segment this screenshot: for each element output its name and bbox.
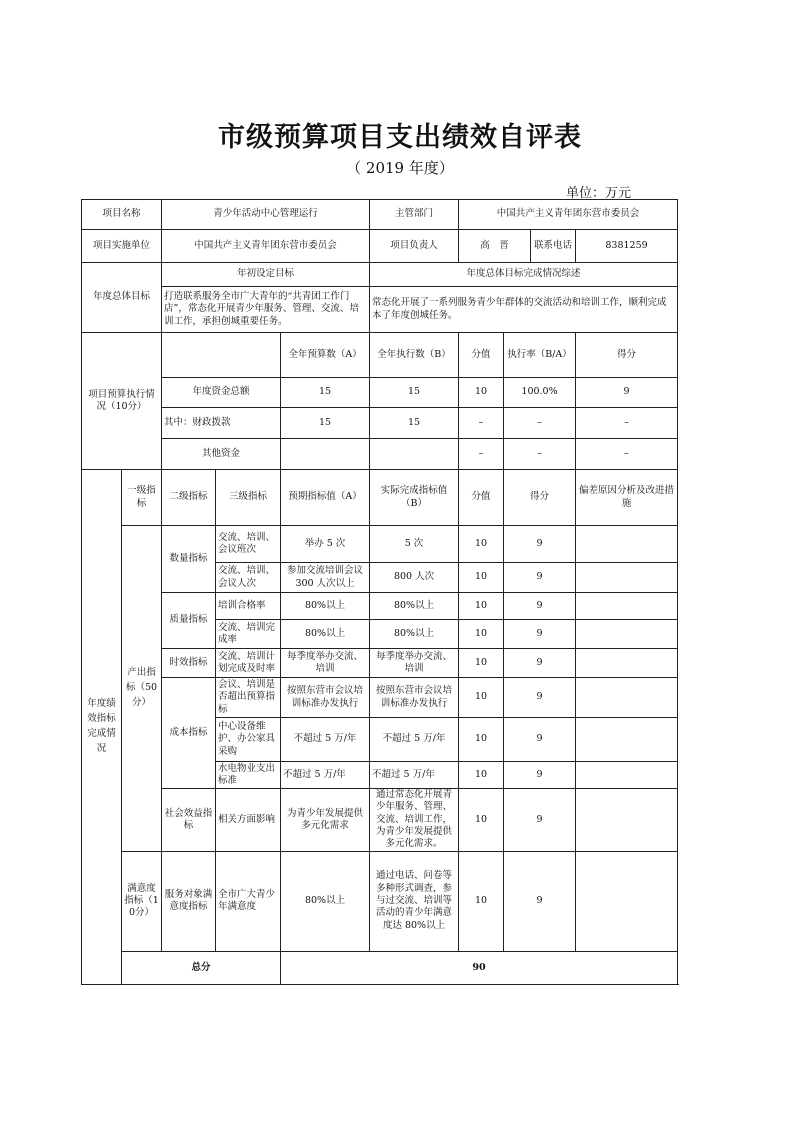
indicator-score-value: 10 [459,620,504,649]
indicator-lvl3: 交流、培训计划完成及时率 [216,649,281,678]
budget-col-a: 全年预算数（A） [281,333,370,378]
indicator-expected: 举办 5 次 [281,526,370,563]
perf-col-expected: 预期指标值（A） [281,470,370,526]
project-name-value: 青少年活动中心管理运行 [162,200,370,230]
indicator-lvl3: 全市广大青少年满意度 [216,851,281,951]
indicator-score: 9 [504,593,576,620]
performance-header-row [82,470,678,526]
indicator-score-value: 10 [459,563,504,593]
indicator-note [576,851,678,951]
indicator-note [576,718,678,762]
indicator-actual: 不超过 5 万/年 [370,762,459,789]
indicator-expected: 80%以上 [281,620,370,649]
indicator-note [576,563,678,593]
indicator-lvl3: 交流、培训、会议人次 [216,563,281,593]
indicator-score: 9 [504,620,576,649]
indicator-row [82,678,678,718]
indicator-row [82,649,678,678]
budget-section-label: 项目预算执行情况（10分） [82,333,162,470]
indicator-lvl3: 交流、培训、会议班次 [216,526,281,563]
perf-col-lvl3: 三级指标 [216,470,281,526]
indicator-actual: 80%以上 [370,620,459,649]
perf-col-lvl2: 二级指标 [162,470,216,526]
goals-initial-header: 年初设定目标 [162,263,370,287]
service-satisfaction-label: 服务对象满意度指标 [162,851,216,951]
phone-label: 联系电话 [531,230,576,263]
budget-score: 9 [576,378,678,408]
indicator-expected: 不超过 5 万/年 [281,762,370,789]
goals-completion-header: 年度总体目标完成情况综述 [370,263,678,287]
performance-section-label: 年度绩效指标完成情况 [82,470,122,985]
indicator-score: 9 [504,526,576,563]
indicator-score-value: 10 [459,649,504,678]
indicator-actual: 每季度举办交流、培训 [370,649,459,678]
leader-label: 项目负责人 [370,230,459,263]
indicator-score-value: 10 [459,851,504,951]
indicator-score-value: 10 [459,678,504,718]
impl-unit-row [82,230,678,263]
indicator-lvl3: 培训合格率 [216,593,281,620]
budget-row [82,439,678,470]
indicator-score-value: 10 [459,718,504,762]
indicator-score-value: 10 [459,526,504,563]
budget-b [370,439,459,470]
indicator-note [576,762,678,789]
budget-row-label: 其他资金 [162,439,281,470]
indicator-score: 9 [504,678,576,718]
budget-rate: 100.0% [504,378,576,408]
indicator-actual: 800 人次 [370,563,459,593]
indicator-expected: 每季度举办交流、培训 [281,649,370,678]
perf-col-score: 得分 [504,470,576,526]
indicator-actual: 按照东营市会议培训标准办发执行 [370,678,459,718]
budget-a [281,439,370,470]
indicator-note [576,649,678,678]
dept-label: 主管部门 [370,200,459,230]
cost-indicator-label: 成本指标 [162,678,216,789]
budget-score-value: – [459,439,504,470]
year-label: （ 2019 年度） [346,159,454,177]
budget-col-score: 得分 [576,333,678,378]
indicator-note [576,620,678,649]
total-label: 总分 [122,951,281,984]
budget-score: – [576,408,678,439]
total-row [82,951,678,984]
budget-a: 15 [281,408,370,439]
indicator-note [576,789,678,852]
indicator-row [82,851,678,951]
goals-completion-text: 常态化开展了一系列服务青少年群体的交流活动和培训工作，顺利完成本了年度创城任务。 [370,287,678,333]
budget-score-value: – [459,408,504,439]
unit-label: 单位：万元 [566,186,632,201]
perf-col-note: 偏差原因分析及改进措施 [576,470,678,526]
perf-col-score-value: 分值 [459,470,504,526]
indicator-row [82,593,678,620]
indicator-row [82,526,678,563]
indicator-actual: 不超过 5 万/年 [370,718,459,762]
indicator-score: 9 [504,563,576,593]
project-name-row [82,200,678,230]
social-indicator-label: 社会效益指标 [162,789,216,852]
budget-a: 15 [281,378,370,408]
budget-col-b: 全年执行数（B） [370,333,459,378]
output-indicator-label: 产出指标（50分） [122,526,162,852]
indicator-expected: 80%以上 [281,851,370,951]
indicator-score: 9 [504,851,576,951]
dept-value: 中国共产主义青年团东营市委员会 [459,200,678,230]
budget-row-label: 年度资金总额 [162,378,281,408]
indicator-expected: 为青少年发展提供多元化需求 [281,789,370,852]
budget-rate: – [504,408,576,439]
indicator-score: 9 [504,789,576,852]
indicator-expected: 按照东营市会议培训标准办发执行 [281,678,370,718]
quantity-indicator-label: 数量指标 [162,526,216,593]
indicator-score: 9 [504,649,576,678]
total-value: 90 [281,951,678,984]
indicator-lvl3: 交流、培训完成率 [216,620,281,649]
budget-row [82,378,678,408]
indicator-row [82,789,678,852]
budget-score: – [576,439,678,470]
goals-initial-text: 打造联系服务全市广大青年的“共青团工作门店”，常态化开展青少年服务、管理、交流、培训工作，承担创城重要任务。 [162,287,370,333]
page-title: 市级预算项目支出绩效自评表 [218,122,582,153]
budget-col-score-value: 分值 [459,333,504,378]
indicator-actual: 80%以上 [370,593,459,620]
goals-header-row [82,263,678,287]
budget-header-blank [162,333,281,378]
indicator-note [576,678,678,718]
project-name-label: 项目名称 [82,200,162,230]
evaluation-table [81,199,678,985]
indicator-score-value: 10 [459,593,504,620]
indicator-actual: 通过常态化开展青少年服务、管理、交流、培训工作，为青少年发展提供多元化需求。 [370,789,459,852]
budget-score-value: 10 [459,378,504,408]
perf-col-lvl1: 一级指标 [122,470,162,526]
indicator-note [576,593,678,620]
time-indicator-label: 时效指标 [162,649,216,678]
goals-section-label: 年度总体目标 [82,263,162,333]
budget-rate: – [504,439,576,470]
indicator-lvl3: 会议、培训是否超出预算指标 [216,678,281,718]
budget-b: 15 [370,378,459,408]
indicator-score-value: 10 [459,789,504,852]
phone-value: 8381259 [576,230,678,263]
indicator-expected: 80%以上 [281,593,370,620]
indicator-actual: 通过电话、问卷等多种形式调查，参与过交流、培训等活动的青少年满意度达 80%以上 [370,851,459,951]
perf-col-actual: 实际完成指标值（B） [370,470,459,526]
indicator-score: 9 [504,762,576,789]
indicator-score-value: 10 [459,762,504,789]
budget-b: 15 [370,408,459,439]
impl-unit-label: 项目实施单位 [82,230,162,263]
satisfaction-indicator-label: 满意度指标（10分） [122,851,162,951]
quality-indicator-label: 质量指标 [162,593,216,649]
indicator-lvl3: 中心设备维护、办公家具采购 [216,718,281,762]
indicator-lvl3: 水电物业支出标准 [216,762,281,789]
goals-content-row [82,287,678,333]
indicator-note [576,526,678,563]
budget-header-row [82,333,678,378]
indicator-expected: 参加交流培训会议 300 人次以上 [281,563,370,593]
budget-row [82,408,678,439]
indicator-lvl3: 相关方面影响 [216,789,281,852]
indicator-expected: 不超过 5 万/年 [281,718,370,762]
impl-unit-value: 中国共产主义青年团东营市委员会 [162,230,370,263]
indicator-actual: 5 次 [370,526,459,563]
budget-col-rate: 执行率（B/A） [504,333,576,378]
leader-value: 高 晋 [459,230,531,263]
indicator-score: 9 [504,718,576,762]
budget-row-label: 其中：财政拨款 [162,408,281,439]
